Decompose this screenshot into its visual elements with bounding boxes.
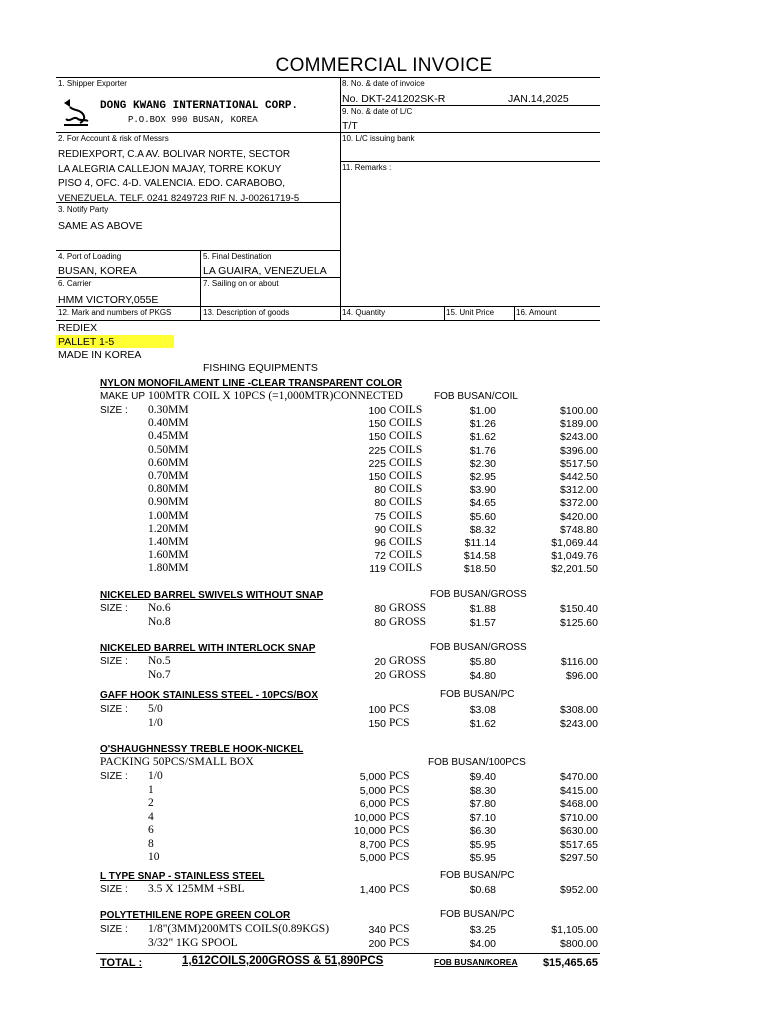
item-unit-price: $0.68 [469, 884, 496, 896]
item-unit-price: $7.80 [469, 798, 496, 810]
item-size: 1.00MM [148, 510, 189, 522]
invoice-no-rule [340, 105, 600, 106]
notify-value: SAME AS ABOVE [58, 220, 143, 232]
item-size: 0.60MM [148, 457, 189, 469]
remarks-label: 11. Remarks : [342, 163, 392, 172]
item-quantity: 10,000 [353, 825, 386, 837]
port-value: BUSAN, KOREA [58, 265, 137, 277]
item-quantity: 80 [374, 603, 386, 615]
item-unit-price: $4.65 [469, 497, 496, 509]
destination-label: 5. Final Destination [203, 252, 272, 261]
item-amount: $243.00 [560, 718, 598, 730]
item-unit-price: $3.90 [469, 484, 496, 496]
makeup-value: 100MTR COIL X 10PCS (=1,000MTR)CONNECTED [148, 390, 403, 402]
shipper-bottom-rule [56, 132, 600, 133]
item-size: 0.90MM [148, 496, 189, 508]
item-unit-price: $18.50 [463, 563, 496, 575]
item-unit-price: $1.88 [469, 603, 496, 615]
size-label: SIZE : [100, 603, 128, 614]
port-label: 4. Port of Loading [58, 252, 122, 261]
item-amount: $517.65 [560, 839, 598, 851]
size-label: SIZE : [100, 656, 128, 667]
item-quantity: 5,000 [359, 785, 386, 797]
port-bottom-rule [56, 277, 340, 278]
account-label: 2. For Account & risk of Messrs [58, 134, 169, 143]
item-quantity: 20 [374, 670, 386, 682]
item-unit-price: $2.30 [469, 458, 496, 470]
account-address [58, 148, 299, 206]
fob-terms: FOB BUSAN/PC [440, 870, 515, 881]
item-amount: $125.60 [560, 617, 598, 629]
item-size: 1.80MM [148, 562, 189, 574]
item-size: No.6 [148, 602, 171, 614]
item-unit-price: $14.58 [463, 550, 496, 562]
item-size: 1.40MM [148, 536, 189, 548]
item-quantity: 90 [374, 524, 386, 536]
item-size: 4 [148, 811, 154, 823]
item-amount: $116.00 [560, 656, 598, 668]
item-unit: COILS [389, 404, 423, 416]
item-size: 1/0 [148, 717, 163, 729]
item-size: 1.20MM [148, 523, 189, 535]
notify-label: 3. Notify Party [58, 205, 109, 214]
item-size: 1/0 [148, 770, 163, 782]
section-title: NYLON MONOFILAMENT LINE -CLEAR TRANSPARENT COLOR [100, 378, 403, 389]
item-unit-price: $7.10 [469, 812, 496, 824]
item-size: 1 [148, 784, 154, 796]
item-size: 5/0 [148, 703, 163, 715]
header-top-rule [56, 77, 600, 78]
item-quantity: 80 [374, 617, 386, 629]
item-unit: PCS [389, 770, 410, 782]
item-quantity: 5,000 [359, 852, 386, 864]
item-size: 8 [148, 838, 154, 850]
col-description: 13. Description of goods [203, 308, 290, 317]
item-unit-price: $6.30 [469, 825, 496, 837]
col-quantity: 14. Quantity [342, 308, 386, 317]
item-quantity: 1,400 [359, 884, 386, 896]
fob-terms: FOB BUSAN/GROSS [430, 642, 527, 653]
item-amount: $800.00 [560, 938, 598, 950]
item-unit-price: $1.00 [469, 405, 496, 417]
item-amount: $470.00 [560, 771, 598, 783]
item-amount: $312.00 [560, 484, 598, 496]
item-amount: $189.00 [560, 418, 598, 430]
item-unit: PCS [389, 784, 410, 796]
price-col-divider [514, 306, 515, 320]
item-amount: $442.50 [560, 471, 598, 483]
section-title: POLYTETHILENE ROPE GREEN COLOR [100, 910, 291, 921]
item-quantity: 10,000 [353, 812, 386, 824]
header-center-divider [340, 77, 341, 320]
fob-terms: FOB BUSAN/100PCS [428, 757, 526, 768]
notify-bottom-rule [56, 250, 340, 251]
shipper-address: P.O.BOX 990 BUSAN, KOREA [128, 115, 258, 125]
item-unit-price: $4.00 [469, 938, 496, 950]
item-unit-price: $1.62 [469, 431, 496, 443]
item-unit: COILS [389, 523, 423, 535]
item-unit: COILS [389, 457, 423, 469]
item-unit: COILS [389, 496, 423, 508]
fob-terms: FOB BUSAN/GROSS [430, 589, 527, 600]
size-label: SIZE : [100, 704, 128, 715]
item-unit: PCS [389, 703, 410, 715]
item-amount: $372.00 [560, 497, 598, 509]
company-logo [60, 97, 92, 129]
item-amount: $748.80 [560, 524, 598, 536]
section-title: O'SHAUGHNESSY TREBLE HOOK-NICKEL [100, 744, 304, 755]
item-amount: $420.00 [560, 511, 598, 523]
item-quantity: 80 [374, 497, 386, 509]
section-title: NICKELED BARREL WITH INTERLOCK SNAP [100, 643, 316, 654]
item-quantity: 75 [374, 511, 386, 523]
item-unit-price: $5.95 [469, 852, 496, 864]
port-divider [200, 250, 201, 320]
account-line: REDIEXPORT, C.A AV. BOLIVAR NORTE, SECTOR [58, 149, 291, 160]
columns-bottom-rule [56, 320, 600, 321]
item-quantity: 150 [368, 431, 386, 443]
item-size: 10 [148, 851, 160, 863]
item-unit-price: $8.32 [469, 524, 496, 536]
item-size: 2 [148, 797, 154, 809]
mark-pallet: PALLET 1-5 [58, 336, 115, 348]
item-unit: COILS [389, 470, 423, 482]
item-unit-price: $1.26 [469, 418, 496, 430]
item-unit: COILS [389, 430, 423, 442]
goods-heading: FISHING EQUIPMENTS [203, 362, 318, 374]
item-amount: $1,105.00 [551, 924, 598, 936]
item-unit: PCS [389, 797, 410, 809]
item-amount: $468.00 [560, 798, 598, 810]
item-unit: COILS [389, 483, 423, 495]
item-amount: $952.00 [560, 884, 598, 896]
item-quantity: 6,000 [359, 798, 386, 810]
item-quantity: 80 [374, 484, 386, 496]
item-size: 1/8"(3MM)200MTS COILS(0.89KGS) [148, 923, 330, 935]
item-quantity: 225 [368, 445, 386, 457]
item-quantity: 100 [368, 405, 386, 417]
total-quantity: 1,612COILS,200GROSS & 51,890PCS [182, 955, 384, 967]
packing-info: PACKING 50PCS/SMALL BOX [100, 756, 254, 768]
section-title: L TYPE SNAP - STAINLESS STEEL [100, 871, 265, 882]
item-unit-price: $1.62 [469, 718, 496, 730]
item-unit: GROSS [389, 669, 427, 681]
item-quantity: 150 [368, 718, 386, 730]
shipper-name: DONG KWANG INTERNATIONAL CORP. [100, 100, 299, 112]
item-unit-price: $3.08 [469, 704, 496, 716]
mark-origin: MADE IN KOREA [58, 349, 142, 361]
item-quantity: 100 [368, 704, 386, 716]
item-unit-price: $5.95 [469, 839, 496, 851]
col-unit-price: 15. Unit Price [446, 308, 495, 317]
item-amount: $100.00 [560, 405, 598, 417]
size-label: SIZE : [100, 771, 128, 782]
item-unit: COILS [389, 510, 423, 522]
item-amount: $415.00 [560, 785, 598, 797]
item-amount: $1,069.44 [551, 537, 598, 549]
account-line: PISO 4, OFC. 4-D. VALENCIA. EDO. CARABOBO, [58, 178, 286, 189]
columns-top-rule [56, 306, 600, 307]
item-quantity: 200 [368, 938, 386, 950]
item-unit: GROSS [389, 616, 427, 628]
carrier-value: HMM VICTORY,055E [58, 294, 159, 306]
item-quantity: 5,000 [359, 771, 386, 783]
section-title: NICKELED BARREL SWIVELS WITHOUT SNAP [100, 590, 324, 601]
mark-rediex: REDIEX [58, 322, 98, 334]
item-amount: $243.00 [560, 431, 598, 443]
item-amount: $297.50 [560, 852, 598, 864]
item-size: No.8 [148, 616, 171, 628]
page-title: COMMERCIAL INVOICE [275, 55, 493, 76]
invoice-number: No. DKT-241202SK-R [342, 93, 446, 105]
item-unit-price: $3.25 [469, 924, 496, 936]
invoice-no-label: 8. No. & date of invoice [342, 79, 425, 88]
account-line: LA ALEGRIA CALLEJON MAJAY, TORRE KOKUY [58, 163, 282, 175]
item-unit-price: $8.30 [469, 785, 496, 797]
item-size: 0.30MM [148, 404, 189, 416]
item-quantity: 225 [368, 458, 386, 470]
destination-value: LA GUAIRA, VENEZUELA [203, 265, 327, 277]
item-size: 3/32" 1KG SPOOL [148, 937, 238, 949]
makeup-label: MAKE UP [100, 391, 146, 402]
item-amount: $96.00 [565, 670, 598, 682]
shipper-label: 1. Shipper Exporter [58, 79, 127, 88]
item-quantity: 20 [374, 656, 386, 668]
item-unit-price: $1.76 [469, 445, 496, 457]
total-label: TOTAL : [100, 957, 143, 969]
item-amount: $308.00 [560, 704, 598, 716]
item-amount: $2,201.50 [551, 563, 598, 575]
item-unit: COILS [389, 536, 423, 548]
carrier-label: 6. Carrier [58, 279, 92, 288]
item-unit: PCS [389, 883, 410, 895]
item-unit: PCS [389, 851, 410, 863]
col-marks: 12. Mark and numbers of PKGS [58, 308, 172, 317]
item-unit: PCS [389, 937, 410, 949]
lc-value: T/T [342, 120, 358, 132]
item-unit: PCS [389, 717, 410, 729]
fob-terms: FOB BUSAN/PC [440, 909, 515, 920]
size-label: SIZE : [100, 405, 128, 416]
item-amount: $517.50 [560, 458, 598, 470]
fob-terms: FOB BUSAN/COIL [434, 391, 518, 402]
qty-col-divider [444, 306, 445, 320]
item-size: 0.70MM [148, 470, 189, 482]
item-unit-price: $4.80 [469, 670, 496, 682]
item-size: 0.80MM [148, 483, 189, 495]
item-unit: COILS [389, 444, 423, 456]
col-amount: 16. Amount [516, 308, 557, 317]
lc-bank-rule [340, 161, 600, 162]
item-unit-price: $2.95 [469, 471, 496, 483]
total-amount: $15,465.65 [542, 957, 598, 969]
item-size: 0.45MM [148, 430, 189, 442]
item-unit: PCS [389, 923, 410, 935]
item-unit-price: $11.14 [464, 537, 496, 549]
item-quantity: 150 [368, 471, 386, 483]
item-unit: GROSS [389, 655, 427, 667]
fob-terms: FOB BUSAN/PC [440, 689, 515, 700]
sailing-label: 7. Sailing on or about [203, 279, 279, 288]
item-amount: $150.40 [560, 603, 598, 615]
item-amount: $710.00 [560, 812, 598, 824]
item-unit: COILS [389, 417, 423, 429]
item-size: 6 [148, 824, 154, 836]
item-unit: GROSS [389, 602, 427, 614]
item-unit: PCS [389, 811, 410, 823]
item-unit-price: $1.57 [469, 617, 496, 629]
item-unit: PCS [389, 824, 410, 836]
item-amount: $630.00 [560, 825, 598, 837]
section-title: GAFF HOOK STAINLESS STEEL - 10PCS/BOX [100, 690, 318, 701]
lc-bank-label: 10. L/C issuing bank [342, 134, 415, 143]
item-unit: COILS [389, 549, 423, 561]
item-size: No.5 [148, 655, 171, 667]
item-quantity: 340 [368, 924, 386, 936]
item-quantity: 150 [368, 418, 386, 430]
item-unit-price: $9.40 [469, 771, 496, 783]
account-line: VENEZUELA. TELF. 0241 8249723 RIF N. J-00261719-5 [58, 192, 300, 204]
item-unit-price: $5.80 [469, 656, 496, 668]
item-unit-price: $5.60 [469, 511, 496, 523]
item-amount: $396.00 [560, 445, 598, 457]
item-quantity: 96 [374, 537, 386, 549]
lc-label: 9. No. & date of L/C [342, 107, 413, 116]
item-size: 3.5 X 125MM +SBL [148, 883, 245, 895]
total-terms: FOB BUSAN/KOREA [434, 957, 518, 967]
item-size: 0.50MM [148, 444, 189, 456]
invoice-date: JAN.14,2025 [508, 93, 569, 105]
item-size: 0.40MM [148, 417, 189, 429]
item-quantity: 72 [374, 550, 386, 562]
item-amount: $1,049.76 [551, 550, 598, 562]
total-top-rule [96, 953, 600, 954]
size-label: SIZE : [100, 884, 128, 895]
item-unit: COILS [389, 562, 423, 574]
item-unit: PCS [389, 838, 410, 850]
item-size: No.7 [148, 669, 171, 681]
item-size: 1.60MM [148, 549, 189, 561]
item-quantity: 8,700 [359, 839, 386, 851]
size-label: SIZE : [100, 924, 128, 935]
item-quantity: 119 [369, 563, 386, 575]
